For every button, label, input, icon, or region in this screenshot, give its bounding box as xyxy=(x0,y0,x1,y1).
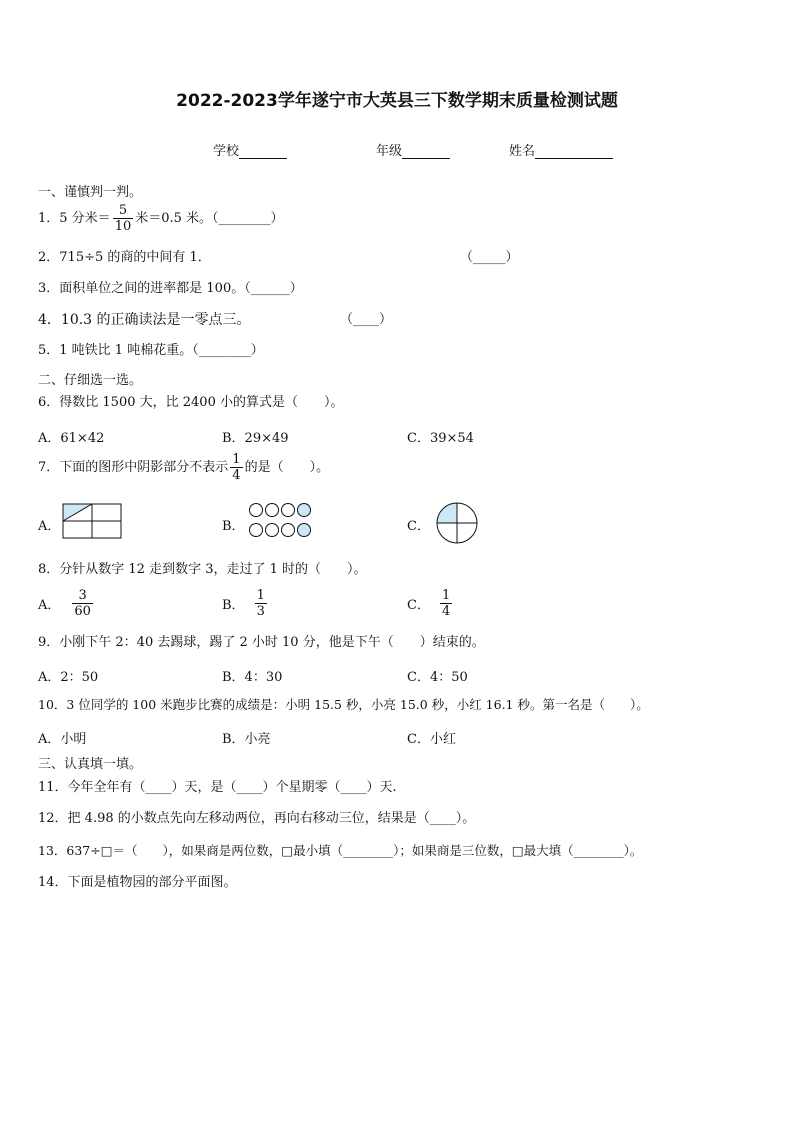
question-9: 9．小刚下午 2：40 去踢球，踢了 2 小时 10 分，他是下午（ ）结束的。 xyxy=(38,635,485,650)
question-10: 10．3 位同学的 100 米跑步比赛的成绩是：小明 15.5 秒，小亮 15.0 秒，小红 16.1 秒。第一名是（ ）。 xyxy=(38,697,649,712)
grade-label: 年级 xyxy=(376,144,403,159)
q7-post: 的是（ ）。 xyxy=(244,459,330,475)
q8-b-fraction xyxy=(255,588,267,619)
q7-fraction xyxy=(230,452,242,483)
name-field xyxy=(509,140,613,159)
q1-denominator: 10 xyxy=(114,219,132,234)
question-4: 4．10.3 的正确读法是一零点三。 xyxy=(38,312,251,328)
q6-option-b[interactable]: B．29×49 xyxy=(222,431,289,446)
q8-a-denominator: 60 xyxy=(74,604,91,619)
q10-option-b[interactable]: B．小亮 xyxy=(222,732,271,747)
q7-pre: 7．下面的图形中阴影部分不表示 xyxy=(38,459,229,475)
section-heading-3: 三、认真填一填。 xyxy=(38,757,143,772)
question-14: 14．下面是植物园的部分平面图。 xyxy=(38,875,237,890)
name-label: 姓名 xyxy=(509,144,536,159)
q8-b-denominator: 3 xyxy=(256,604,265,619)
q7-figure-c-circle xyxy=(435,501,479,545)
school-label: 学校 xyxy=(213,144,240,159)
grade-blank[interactable] xyxy=(402,144,450,159)
q6-option-c[interactable]: C．39×54 xyxy=(407,431,474,446)
q1-post: 米＝0.5 米。（________） xyxy=(135,210,284,226)
q8-c-fraction xyxy=(440,588,452,619)
q8-b-numerator: 1 xyxy=(256,588,265,603)
question-8: 8．分针从数字 12 走到数字 3，走过了 1 时的（ ）。 xyxy=(38,562,367,577)
q7-figure-a-rectangle xyxy=(62,503,122,539)
q9-option-c[interactable]: C．4：50 xyxy=(407,670,468,685)
grade-field xyxy=(376,140,450,159)
name-blank[interactable] xyxy=(535,144,613,159)
question-3: 3．面积单位之间的进率都是 100。（______） xyxy=(38,281,303,296)
q9-option-a[interactable]: A．2：50 xyxy=(38,670,99,685)
q7-option-c[interactable]: C． xyxy=(407,519,430,534)
q8-c-denominator: 4 xyxy=(441,604,451,619)
q9-option-b[interactable]: B．4：30 xyxy=(222,670,283,685)
q4-answer-blank[interactable]: （____） xyxy=(340,312,393,327)
q8-option-a[interactable] xyxy=(38,588,95,619)
q8-option-c[interactable] xyxy=(407,588,454,619)
question-5: 5．1 吨铁比 1 吨棉花重。（________） xyxy=(38,343,264,358)
q1-pre: 1．5 分米＝ xyxy=(38,210,111,226)
q7-denominator: 4 xyxy=(232,468,241,483)
q10-option-c[interactable]: C．小红 xyxy=(407,732,456,747)
q6-option-a[interactable]: A．61×42 xyxy=(38,431,105,446)
q1-fraction xyxy=(113,203,134,234)
q7-figure-b-circles xyxy=(247,501,315,541)
q8-a-numerator: 3 xyxy=(78,588,87,603)
question-11: 11．今年全年有（____）天，是（____）个星期零（____）天. xyxy=(38,780,397,795)
question-12: 12．把 4.98 的小数点先向左移动两位，再向右移动三位，结果是（____）。 xyxy=(38,811,476,826)
school-blank[interactable] xyxy=(239,144,287,159)
q8-a-fraction xyxy=(72,588,93,619)
q8-c-numerator: 1 xyxy=(441,588,451,603)
question-1 xyxy=(38,203,284,234)
q8-c-label: C． xyxy=(407,598,430,613)
section-heading-2: 二、仔细选一选。 xyxy=(38,373,143,388)
question-2: 2．715÷5 的商的中间有 1． xyxy=(38,250,211,265)
page-title: 2022-2023学年遂宁市大英县三下数学期末质量检测试题 xyxy=(176,91,618,111)
q7-numerator: 1 xyxy=(232,452,241,467)
q8-a-label: A． xyxy=(38,598,61,613)
q10-option-a[interactable]: A．小明 xyxy=(38,732,87,747)
q1-numerator: 5 xyxy=(118,203,128,218)
question-7 xyxy=(38,452,329,483)
q8-b-label: B． xyxy=(222,598,245,613)
q8-option-b[interactable] xyxy=(222,588,269,619)
question-6: 6．得数比 1500 大，比 2400 小的算式是（ ）。 xyxy=(38,395,344,410)
school-field xyxy=(213,140,287,159)
section-heading-1: 一、谨慎判一判。 xyxy=(38,185,143,200)
q2-answer-blank[interactable]: （_____） xyxy=(460,250,519,265)
q7-option-b[interactable]: B． xyxy=(222,519,245,534)
q7-option-a[interactable]: A． xyxy=(38,519,61,534)
question-13: 13．637÷□＝（ ），如果商是两位数，□最小填（________）；如果商是三位数，□最大填（________）。 xyxy=(38,843,643,858)
